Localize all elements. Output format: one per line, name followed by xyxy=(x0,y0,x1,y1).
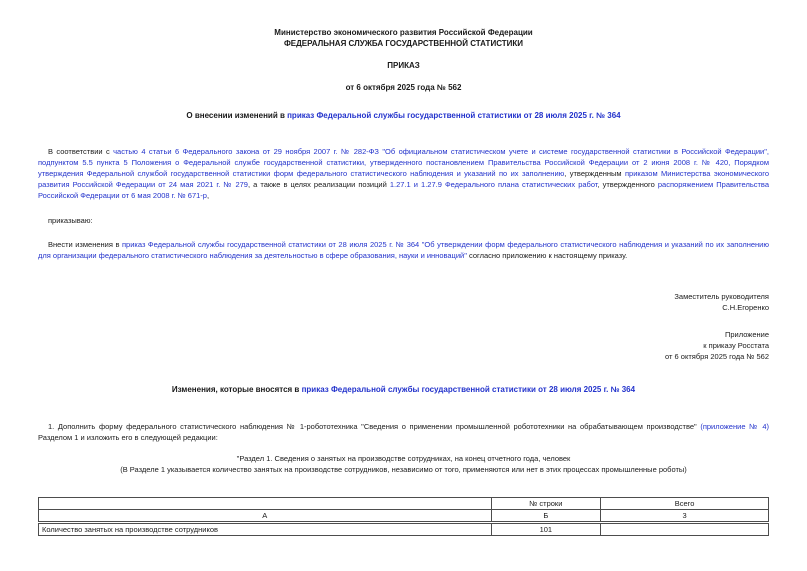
doc-link[interactable]: частью 4 статьи 6 Федерального закона от 29 ноября 2007 г. № 282-ФЗ "Об официальном статистическом учете и системе государственной статистики в Российской Федерации", подпунктом 5.5 пункта 5 Положения о Федеральной службе государственной статистики, утвержденного постановлением Правительства Российской Федерации от 2 июня 2008 г. № 420, Порядком утверждения Федеральной службой государственной статистики форм федерального статистического наблюдения и указаний по их заполнению xyxy=(38,147,769,178)
doc-type: ПРИКАЗ xyxy=(387,61,420,70)
table-code-row xyxy=(39,510,769,523)
table-row-value xyxy=(601,523,769,536)
annex-heading xyxy=(38,384,769,395)
annex-label-line: к приказу Росстата xyxy=(703,341,769,350)
text-segment: , утвержденным xyxy=(564,169,625,178)
text-segment: , а также в целях реализации позиций xyxy=(247,180,390,189)
doc-link[interactable]: приказ Федеральной службы государственной статистики от 28 июля 2025 г. № 364 xyxy=(301,385,636,394)
signature-position: Заместитель руководителя xyxy=(674,292,769,301)
doc-link[interactable]: 1.27.1 и 1.27.9 Федерального плана статистических работ xyxy=(389,180,598,189)
annex-label-line: Приложение xyxy=(725,330,769,339)
service-name: ФЕДЕРАЛЬНАЯ СЛУЖБА ГОСУДАРСТВЕННОЙ СТАТИСТИКИ xyxy=(283,39,524,48)
text-segment: Изменения, которые вносятся в xyxy=(171,385,302,394)
section-title: "Раздел 1. Сведения о занятых на производстве сотрудниках, на конец отчетного года, человек xyxy=(236,454,571,463)
text-segment: , утвержденного xyxy=(597,180,658,189)
statistics-table xyxy=(38,497,769,536)
section-note: (В Разделе 1 указывается количество занятых на производстве сотрудников, независимо от того, применяются или нет в этих процессах промышленные роботы) xyxy=(120,465,687,474)
signature-name: С.Н.Егоренко xyxy=(722,303,769,312)
table-header-cell xyxy=(39,498,492,510)
order-paragraph xyxy=(38,239,769,261)
ministry-name: Министерство экономического развития Российской Федерации xyxy=(274,28,533,37)
doc-link[interactable]: приказ Федеральной службы государственной статистики от 28 июля 2025 г. № 364 "Об утверждении форм федерального статистического наблюдения и указаний по их заполнению для организации федерального статистического наблюдения за деятельностью в сфере образования, науки и инноваций" xyxy=(38,240,769,260)
text-segment: Внести изменения в xyxy=(48,240,122,249)
table-row-label: Количество занятых на производстве сотрудников xyxy=(39,523,492,536)
doc-link[interactable]: распоряжением Правительства Российской Федерации от 6 мая 2008 г. № 671-р xyxy=(38,180,769,200)
doc-link[interactable]: (приложение № 4) xyxy=(700,422,769,431)
decree-word: приказываю: xyxy=(48,216,93,225)
text-segment: 1. Дополнить форму федерального статистического наблюдения № 1-робототехника "Сведения о применении промышленной робототехники на обрабатывающем производстве" xyxy=(48,422,701,431)
annex-item-1 xyxy=(38,421,769,443)
table-row xyxy=(39,523,769,536)
doc-title xyxy=(38,110,769,121)
table-code-cell: А xyxy=(39,510,492,523)
text-segment: , xyxy=(206,191,210,200)
table-code-cell: 3 xyxy=(601,510,769,523)
text-segment: О внесении изменений в xyxy=(186,111,288,120)
annex-label-line: от 6 октября 2025 года № 562 xyxy=(665,352,769,361)
preamble-paragraph xyxy=(38,146,769,201)
text-segment: В соответствии с xyxy=(48,147,114,156)
doc-link[interactable]: приказом Министерства экономического развития Российской Федерации от 24 мая 2021 г. № 279 xyxy=(38,169,769,189)
text-segment: согласно приложению к настоящему приказу. xyxy=(466,251,628,260)
doc-link[interactable]: приказ Федеральной службы государственной статистики от 28 июля 2025 г. № 364 xyxy=(287,111,621,120)
text-segment: Разделом 1 и изложить его в следующей редакции: xyxy=(38,433,218,442)
table-header-cell: № строки xyxy=(491,498,601,510)
doc-date-number: от 6 октября 2025 года № 562 xyxy=(345,83,462,92)
table-row-lineno: 101 xyxy=(491,523,601,536)
table-header-cell: Всего xyxy=(601,498,769,510)
table-header-row xyxy=(39,498,769,510)
table-code-cell: Б xyxy=(491,510,601,523)
